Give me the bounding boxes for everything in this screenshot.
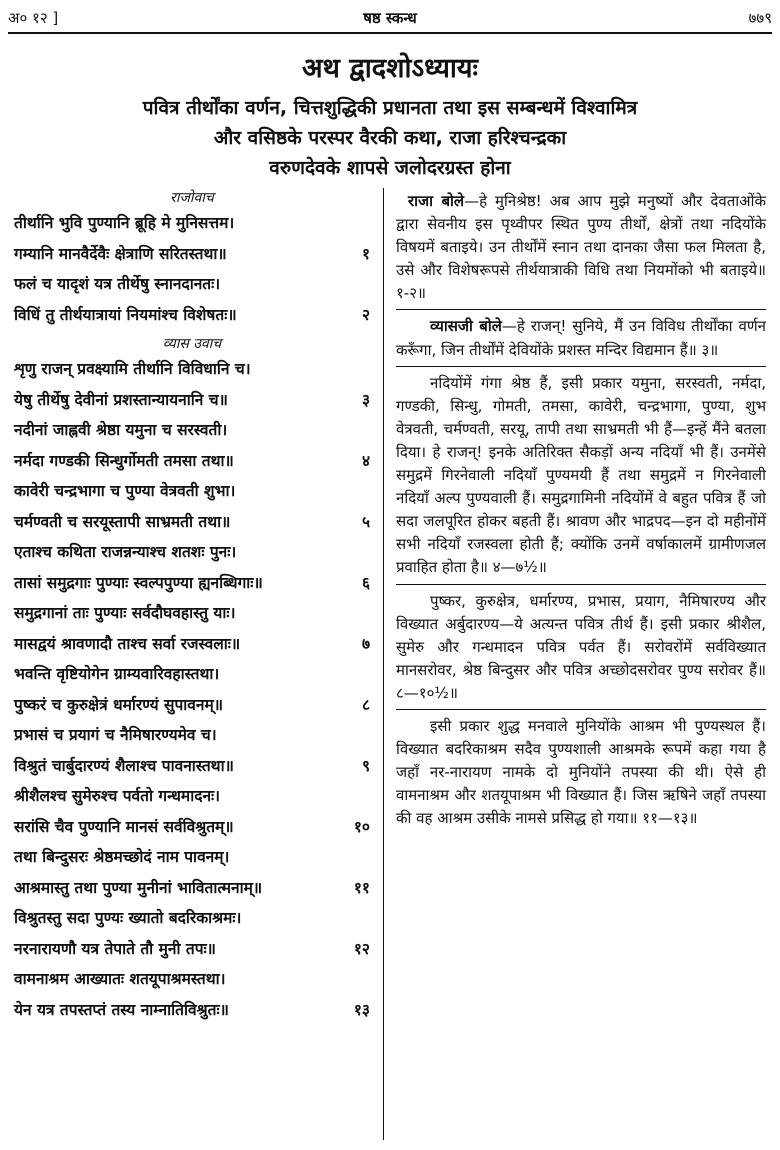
verse-line [14, 476, 370, 507]
sanskrit-column [14, 188, 370, 1025]
verse-line [14, 415, 370, 446]
verse-number: ११ [353, 878, 370, 897]
verse-text: नदीनां जाह्नवी श्रेष्ठा यमुना च सरस्वती। [14, 421, 228, 439]
speaker-name: राजा बोले [408, 192, 465, 210]
translation-paragraph: इसी प्रकार शुद्ध मनवाले मुनियोंके आश्रम भी पुण्यस्थल हैं। विख्यात बदरिकाश्रम सदैव पुण्यशाली आश्रमके रूपमें कहा गया है जहाँ नर-नारायण नामके दो मुनियोंने तपस्या की थी। ऐसे ही वामनाश्रम और शतयूपाश्रम भी विख्यात हैं। जिस ऋषिने जहाँ तपस्या की वह आश्रम उसीके नामसे प्रसिद्ध हो गया॥ ११—१३॥ [396, 716, 766, 828]
verse-text: तथा बिन्दुसरः श्रेष्ठमच्छोदं नाम पावनम्। [14, 848, 230, 866]
verse-number: १३ [353, 1000, 370, 1019]
verse-line [14, 720, 370, 751]
chapter-subtitle-line-3: वरुणदेवके शापसे जलोदरग्रस्त होना [269, 157, 511, 179]
verse-text: पुष्करं च कुरुक्षेत्रं धर्मारण्यं सुपावनम्॥ [14, 695, 224, 714]
verse-line [14, 964, 370, 995]
translation-paragraph: नदियोंमें गंगा श्रेष्ठ हैं, इसी प्रकार यमुना, सरस्वती, नर्मदा, गण्डकी, सिन्धु, गोमती, तमसा, कावेरी, चन्द्रभागा, पुण्या, शुभ वेत्रवती, चर्मण्वती, सरयू, तापी तथा साभ्रमती भी हैं—इन्हें मैंने बतला दिया। हे राजन्! इनके अतिरिक्त सैकड़ों अन्य नदियाँ भी हैं। उनमेंसे समुद्रमें गिरनेवाली नदियाँ पुण्यमयी हैं तथा समुद्रमें न गिरनेवाली नदियाँ अल्प पुण्यवाली हैं। समुद्रगामिनी नदियोंमें वे बहुत पवित्र हैं जो सदा जलपूरित होकर बहती हैं। श्रावण और भाद्रपद—इन दो महीनोंमें सभी नदियाँ रजस्वला होती हैं; क्योंकि उनमें वर्षाकालमें ग्रामीणजल प्रवाहित होता है॥ ४—७½॥ [396, 373, 766, 577]
verse-number: ६ [361, 573, 370, 592]
verse-text: चर्मण्वती च सरयूस्तापी साभ्रमती तथा॥ [14, 512, 231, 531]
verse-line [14, 751, 370, 782]
verse-text: तासां समुद्रगाः पुण्याः स्वल्पपुण्या ह्यनब्धिगाः॥ [14, 573, 263, 592]
verse-number: ४ [361, 451, 370, 470]
verse-text: आश्रमास्तु तथा पुण्या मुनीनां भावितात्मनाम्॥ [14, 878, 263, 897]
verse-text: येन यत्र तपस्तप्तं तस्य नाम्नातिविश्रुतः॥ [14, 1000, 229, 1019]
verse-text: शृणु राजन् प्रवक्ष्यामि तीर्थानि विविधानि च। [14, 360, 251, 378]
verse-line [14, 507, 370, 538]
verse-text: तीर्थानि भुवि पुण्यानि ब्रूहि मे मुनिसत्तम। [14, 214, 235, 232]
verse-number: ८ [361, 695, 370, 714]
verse-text: गम्यानि मानवैर्देवैः क्षेत्राणि सरितस्तथा॥ [14, 244, 227, 263]
verse-text: विश्रुतं चार्बुदारण्यं शैलाश्च पावनास्तथा॥ [14, 756, 234, 775]
verse-text: सरांसि चैव पुण्यानि मानसं सर्वविश्रुतम्॥ [14, 817, 234, 836]
hindi-column [396, 188, 766, 830]
verse-text: एताश्च कथिता राजन्नन्याश्च शतशः पुनः। [14, 543, 237, 561]
verse-line [14, 354, 370, 385]
verse-number: १० [353, 817, 370, 836]
verse-text: भवन्ति वृष्टियोगेन ग्राम्यवारिवहास्तथा। [14, 665, 220, 683]
verse-number: १ [361, 244, 370, 263]
translation-paragraph: पुष्कर, कुरुक्षेत्र, धर्मारण्य, प्रभास, प्रयाग, नैमिषारण्य और विख्यात अर्बुदारण्य—ये अत्यन्त पवित्र तीर्थ हैं। इसी प्रकार श्रीशैल, सुमेरु और गन्धमादन पवित्र पर्वत हैं। सरोवरोंमें सर्वविख्यात मानसरोवर, श्रेष्ठ बिन्दुसर और पवित्र अच्छोदसरोवर पुण्य सरोवर हैं॥ ८—१०½॥ [396, 591, 766, 702]
verse-line [14, 446, 370, 477]
verse-number: ३ [361, 390, 370, 409]
verse-line [14, 385, 370, 416]
verse-text: फलं च यादृशं यत्र तीर्थेषु स्नानदानतः। [14, 275, 221, 293]
verse-line [14, 690, 370, 721]
verse-line [14, 842, 370, 873]
chapter-subtitle-line-2: और वसिष्ठके परस्पर वैरकी कथा, राजा हरिश्चन्द्रका [213, 127, 567, 149]
verse-text: येषु तीर्थेषु देवीनां प्रशस्तान्यायनानि च॥ [14, 390, 228, 409]
chapter-ref: अ० १२ ] [8, 9, 59, 27]
verse-line [14, 568, 370, 599]
translation-paragraph: राजा बोले—हे मुनिश्रेष्ठ! अब आप मुझे मनुष्यों और देवताओंके द्वारा सेवनीय इस पृथ्वीपर स्थित पुण्य तीर्थों, क्षेत्रों तथा नदियोंके विषयमें बताइये। उन तीर्थोंमें स्नान तथा दानका जैसा फल मिलता है, उसे और विशेषरूपसे तीर्थयात्राकी विधि तथा नियमोंको भी बताइये॥ १-२॥ [396, 192, 766, 303]
column-divider [383, 188, 384, 1140]
verse-line [14, 781, 370, 812]
paragraph-separator [396, 584, 766, 585]
verse-line [14, 300, 370, 331]
header-rule [8, 32, 772, 34]
chapter-subtitle-line-1: पवित्र तीर्थोंका वर्णन, चित्तशुद्धिकी प्रधानता तथा इस सम्बन्धमें विश्वामित्र [142, 97, 638, 119]
verse-line [14, 995, 370, 1026]
verse-text: विधिं तु तीर्थयात्रायां नियमांश्च विशेषतः॥ [14, 305, 237, 324]
verse-number: ५ [361, 512, 370, 531]
speaker-label: राजोवाच [170, 190, 214, 206]
verse-text: वामनाश्रम आख्यातः शतयूपाश्रमस्तथा। [14, 970, 226, 988]
verse-text: श्रीशैलश्च सुमेरुश्च पर्वतो गन्धमादनः। [14, 787, 221, 805]
verse-number: ९ [361, 756, 370, 775]
verse-line [14, 537, 370, 568]
chapter-title: अथ द्वादशोऽध्यायः [301, 53, 479, 84]
speaker-label: व्यास उवाच [162, 336, 222, 352]
page-header [8, 8, 772, 30]
verse-text: मासद्वयं श्रावणादौ ताश्च सर्वा रजस्वलाः॥ [14, 634, 241, 653]
verse-text: समुद्रगानां ताः पुण्याः सर्वदौघवहास्तु याः। [14, 604, 236, 622]
verse-line [14, 208, 370, 239]
running-title: षष्ठ स्कन्ध [363, 9, 417, 27]
verse-line [14, 812, 370, 843]
paragraph-separator [396, 709, 766, 710]
verse-line [14, 903, 370, 934]
verse-line [14, 269, 370, 300]
verse-text: नरनारायणौ यत्र तेपाते तौ मुनी तपः॥ [14, 939, 216, 958]
verse-line [14, 873, 370, 904]
paragraph-separator [396, 309, 766, 310]
translation-paragraph: व्यासजी बोले—हे राजन्! सुनिये, मैं उन विविध तीर्थोंका वर्णन करूँगा, जिन तीर्थोंमें देवियोंके प्रशस्त मन्दिर विद्यमान हैं॥ ३॥ [396, 317, 766, 359]
verse-number: ७ [361, 634, 370, 653]
verse-text: प्रभासं च प्रयागं च नैमिषारण्यमेव च। [14, 726, 217, 744]
verse-text: नर्मदा गण्डकी सिन्धुर्गोमती तमसा तथा॥ [14, 451, 234, 470]
verse-text: कावेरी चन्द्रभागा च पुण्या वेत्रवती शुभा। [14, 482, 236, 500]
verse-number: २ [361, 305, 370, 324]
verse-line [14, 659, 370, 690]
verse-number: १२ [353, 939, 370, 958]
page-number: ७७९ [748, 9, 772, 27]
verse-line [14, 239, 370, 270]
verse-line [14, 629, 370, 660]
verse-line [14, 598, 370, 629]
verse-line [14, 934, 370, 965]
verse-text: विश्रुतस्तु सदा पुण्यः ख्यातो बदरिकाश्रमः। [14, 909, 242, 927]
paragraph-separator [396, 366, 766, 367]
speaker-name: व्यासजी बोले [430, 317, 502, 336]
